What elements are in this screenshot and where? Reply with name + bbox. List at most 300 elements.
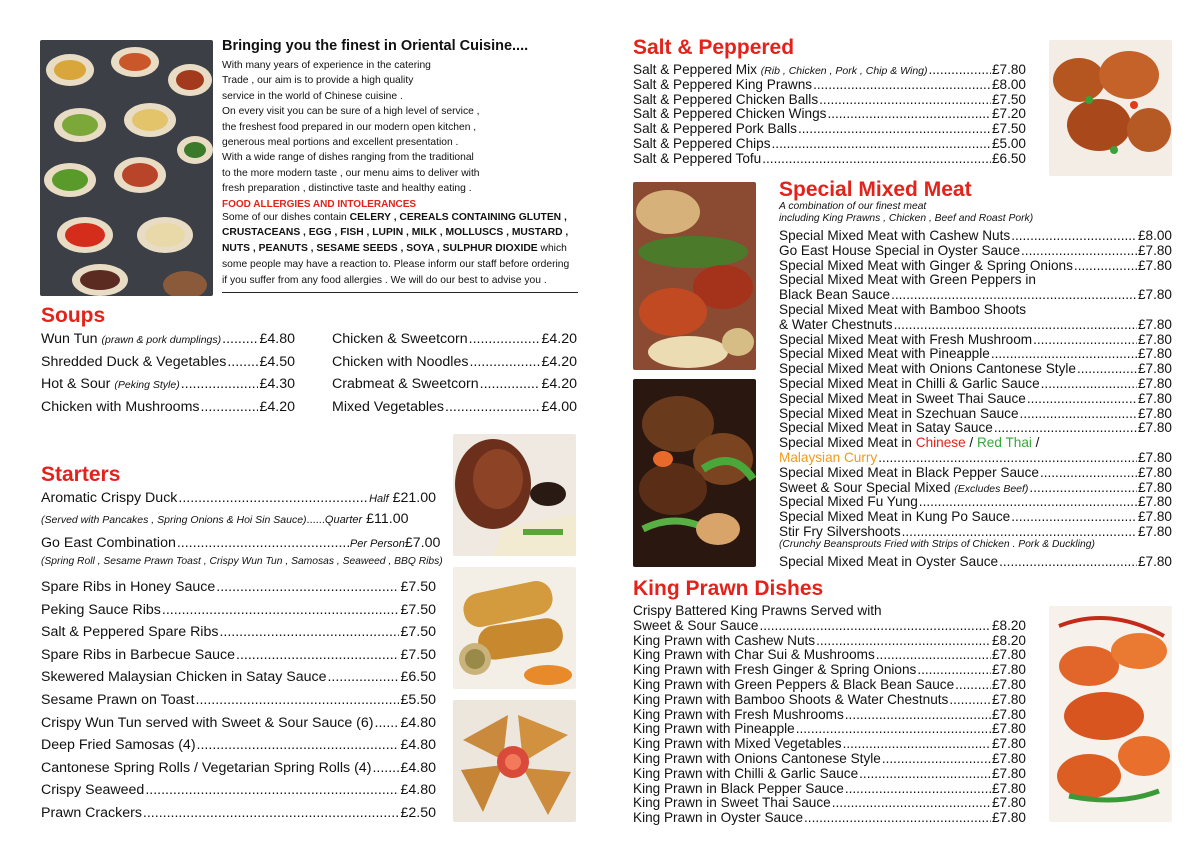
allergy-text: which <box>537 243 567 255</box>
item-price: £8.00 <box>991 76 1026 92</box>
item-name: Salt & Peppered Mix <box>633 62 757 77</box>
item-price: £21.00 <box>392 490 436 506</box>
dot-leader <box>762 151 991 166</box>
menu-item <box>779 228 1172 243</box>
intro-line: With a wide range of dishes ranging from the traditional <box>222 152 474 164</box>
menu-item <box>633 751 1026 766</box>
menu-item <box>779 346 1172 361</box>
intro-line: Trade , our aim is to provide a high quality <box>222 75 414 87</box>
menu-item <box>41 669 436 692</box>
menu-item-duck-note: (Served with Pancakes , Spring Onions & Hoi Sin Sauce) ...... Quarter £11.00 <box>41 511 409 527</box>
menu-item <box>633 136 1026 151</box>
item-name: Salt & Peppered Pork Balls <box>633 121 797 137</box>
item-name <box>41 331 221 347</box>
separator: / <box>965 435 977 451</box>
dot-leader <box>955 677 991 692</box>
dot-leader <box>1074 258 1137 273</box>
item-price: £4.20 <box>541 331 577 347</box>
item-name: Special Mixed Meat with Ginger & Spring Onions <box>779 257 1073 273</box>
menu-item <box>332 399 577 422</box>
menu-item <box>41 692 436 715</box>
dot-leader <box>891 287 1137 302</box>
item-name: King Prawn with Cashew Nuts <box>633 632 816 648</box>
menu-item <box>633 618 1026 633</box>
menu-item <box>41 331 295 354</box>
menu-item <box>633 151 1026 166</box>
item-price: £7.80 <box>1137 375 1172 391</box>
item-price: £7.80 <box>991 662 1026 678</box>
menu-item <box>633 781 1026 796</box>
special-subtitle: including King Prawns , Chicken , Beef and Roast Pork) <box>779 213 1034 224</box>
item-price: £7.80 <box>1137 494 1172 510</box>
item-name: Skewered Malaysian Chicken in Satay Sauce <box>41 669 327 686</box>
menu-item <box>779 317 1172 332</box>
item-name: Special Mixed Meat in Kung Po Sauce <box>779 509 1011 525</box>
dot-leader <box>372 760 399 776</box>
dot-leader <box>181 376 259 392</box>
allergy-list: NUTS , PEANUTS , SESAME SEEDS , SOYA , SULPHUR DIOXIDE <box>222 243 538 255</box>
menu-item <box>41 737 436 760</box>
item-name: Crispy Wun Tun served with Sweet & Sour Sauce (6) <box>41 714 374 731</box>
item-price: £4.20 <box>541 353 577 370</box>
item-name: & Water Chestnuts <box>779 316 893 332</box>
item-price: £7.80 <box>991 706 1026 722</box>
item-name: Crabmeat & Sweetcorn <box>332 376 479 393</box>
special-title: Special Mixed Meat <box>779 178 972 201</box>
item-name-red-thai: Red Thai <box>976 435 1032 451</box>
allergy-title: FOOD ALLERGIES AND INTOLERANCES <box>222 198 417 210</box>
mixed-meat-photo <box>633 379 756 567</box>
salt-list <box>633 62 1026 166</box>
item-price: £7.80 <box>991 647 1026 663</box>
menu-item <box>41 624 436 647</box>
allergy-text: some people may have a reaction to. Please inform our staff before ordering <box>222 259 570 271</box>
item-name: Special Mixed Meat in Satay Sauce <box>779 420 993 436</box>
item-price: £7.50 <box>400 601 436 618</box>
menu-item <box>41 715 436 738</box>
item-price: £4.20 <box>259 399 295 416</box>
item-name: Special Mixed Fu Yung <box>779 494 918 510</box>
dot-leader <box>469 354 540 370</box>
item-name: King Prawn with Onions Cantonese Style <box>633 750 881 766</box>
menu-item <box>633 736 1026 751</box>
separator: / <box>1031 435 1040 451</box>
menu-item <box>41 376 295 399</box>
dot-leader <box>1029 480 1137 495</box>
item-price: £7.00 <box>404 535 441 551</box>
item-price: £4.30 <box>259 376 295 393</box>
intro-line: service in the world of Chinese cuisine . <box>222 90 403 102</box>
item-name: Special Mixed Meat with Cashew Nuts <box>779 228 1011 243</box>
dot-leader <box>162 602 400 618</box>
item-price: £7.80 <box>1137 449 1172 465</box>
item-price: £7.80 <box>991 721 1026 737</box>
item-price: £7.80 <box>1137 464 1172 480</box>
menu-item-line <box>779 435 1172 450</box>
dot-leader <box>216 579 399 595</box>
dot-leader <box>845 707 991 722</box>
item-price: £7.80 <box>991 736 1026 752</box>
menu-item <box>41 805 436 828</box>
item-price: £4.80 <box>400 737 436 754</box>
item-price: £4.80 <box>400 782 436 799</box>
item-price: £4.50 <box>259 353 295 370</box>
item-name <box>41 376 180 392</box>
item-price: £7.80 <box>1137 361 1172 377</box>
item-price: £6.50 <box>991 150 1026 166</box>
item-name: King Prawn with Green Peppers & Black Bean Sauce <box>633 676 955 692</box>
item-price: £7.20 <box>991 106 1026 122</box>
menu-item <box>779 243 1172 258</box>
dot-leader <box>827 106 991 121</box>
item-price: £7.80 <box>1137 553 1172 569</box>
item-name: Spare Ribs in Barbecue Sauce <box>41 646 236 663</box>
item-price: £7.50 <box>400 646 436 663</box>
item-name: Sweet & Sour Sauce <box>633 617 759 633</box>
item-name: Malaysian Curry <box>779 449 878 465</box>
item-price: £7.50 <box>400 624 436 641</box>
item-name: Stir Fry Silvershoots <box>779 523 901 539</box>
menu-item <box>779 524 1172 539</box>
item-name: King Prawn with Fresh Mushrooms <box>633 706 844 722</box>
menu-item <box>779 450 1172 465</box>
menu-item <box>779 509 1172 524</box>
dot-leader <box>759 618 991 633</box>
item-note: (Peking Style) <box>114 379 180 392</box>
menu-item <box>41 602 436 625</box>
dot-leader <box>327 669 399 685</box>
menu-item-line: Special Mixed Meat with Bamboo Shoots <box>779 301 1027 317</box>
item-price: £7.80 <box>991 780 1026 796</box>
dot-leader <box>999 554 1137 569</box>
item-name: Special Mixed Meat in <box>779 435 916 451</box>
menu-item <box>779 332 1172 347</box>
item-price: £5.00 <box>991 135 1026 151</box>
item-price: £7.80 <box>1137 242 1172 258</box>
menu-item <box>41 354 295 377</box>
item-name: Special Mixed Meat in Szechuan Sauce <box>779 405 1019 421</box>
item-price: £7.50 <box>991 91 1026 107</box>
menu-item <box>633 677 1026 692</box>
king-prawn-title: King Prawn Dishes <box>633 577 824 600</box>
item-name: King Prawn with Fresh Ginger & Spring Onions <box>633 662 917 678</box>
dot-leader <box>1020 406 1137 421</box>
dot-leader <box>445 399 540 415</box>
item-name: Mixed Vegetables <box>332 399 444 416</box>
menu-item <box>779 376 1172 391</box>
dot-leader <box>832 795 991 810</box>
menu-item <box>633 121 1026 136</box>
dot-leader <box>878 450 1137 465</box>
dot-leader <box>917 662 991 677</box>
menu-item <box>633 77 1026 92</box>
dot-leader <box>1033 332 1137 347</box>
menu-item <box>633 766 1026 781</box>
item-name: Wun Tun <box>41 331 98 347</box>
king-prawn-list <box>633 603 1026 825</box>
dot-leader <box>991 346 1137 361</box>
dot-leader <box>994 420 1137 435</box>
item-price: £8.20 <box>991 632 1026 648</box>
item-name: King Prawn in Oyster Sauce <box>633 810 804 826</box>
dot-leader <box>859 766 991 781</box>
dot-leader <box>375 715 400 731</box>
item-price: £7.80 <box>1137 316 1172 332</box>
item-price: £4.00 <box>541 399 577 416</box>
item-name: King Prawn with Mixed Vegetables <box>633 736 842 752</box>
menu-item <box>779 406 1172 421</box>
dot-leader <box>196 692 400 708</box>
item-price: £2.50 <box>400 804 436 821</box>
menu-item <box>41 782 436 805</box>
allergy-text: Some of our dishes contain <box>222 211 350 223</box>
salt-pepper-photo <box>1049 40 1172 176</box>
item-name: Deep Fried Samosas (4) <box>41 737 196 754</box>
menu-item <box>633 721 1026 736</box>
menu-item <box>633 633 1026 648</box>
dot-leader <box>894 317 1137 332</box>
dot-leader <box>843 736 991 751</box>
menu-item <box>332 331 577 354</box>
portion-label: Half <box>369 493 389 505</box>
item-name: Go East Combination <box>41 535 176 551</box>
item-name <box>779 480 1028 495</box>
item-price: £7.80 <box>991 676 1026 692</box>
item-price: £7.80 <box>1137 405 1172 421</box>
intro-line: With many years of experience in the catering <box>222 60 431 71</box>
soups-title: Soups <box>41 304 106 327</box>
item-price: £7.80 <box>1137 257 1172 273</box>
dot-leader <box>480 376 541 392</box>
dot-leader <box>772 136 991 151</box>
item-name: Peking Sauce Ribs <box>41 601 161 618</box>
spices-photo <box>40 40 213 296</box>
item-name: Special Mixed Meat in Sweet Thai Sauce <box>779 390 1026 406</box>
item-name: Special Mixed Meat with Onions Cantonese Style <box>779 361 1076 377</box>
item-price: £7.80 <box>991 750 1026 766</box>
dot-leader <box>1021 243 1137 258</box>
item-price: £7.80 <box>1137 523 1172 539</box>
intro-block <box>222 38 582 293</box>
dot-leader <box>222 331 258 347</box>
dot-leader <box>845 781 991 796</box>
menu-item <box>332 354 577 377</box>
item-price: £6.50 <box>400 669 436 686</box>
item-note: (Excludes Beef) <box>954 482 1029 495</box>
item-name: King Prawn with Char Sui & Mushrooms <box>633 647 875 663</box>
menu-item <box>779 494 1172 509</box>
item-price: £4.80 <box>400 759 436 776</box>
item-name: Special Mixed Meat with Pineapple <box>779 346 990 362</box>
dot-leader <box>200 399 258 415</box>
intro-line: to the more modern taste , our menu aims to deliver with <box>222 167 480 179</box>
allergy-list: CELERY , CEREALS CONTAINING GLUTEN , <box>349 211 567 223</box>
menu-item <box>779 420 1172 435</box>
item-name: Black Bean Sauce <box>779 287 891 303</box>
menu-item <box>41 399 295 422</box>
dot-leader <box>819 92 991 107</box>
item-note: (prawn & pork dumplings) <box>101 334 222 346</box>
king-prawn-photo <box>1049 606 1172 822</box>
menu-item <box>779 361 1172 376</box>
menu-item <box>633 92 1026 107</box>
starters-list <box>41 490 443 828</box>
item-name: Salt & Peppered Spare Ribs <box>41 624 219 641</box>
menu-item <box>41 647 436 670</box>
dot-leader <box>813 77 991 92</box>
item-name: Aromatic Crispy Duck <box>41 490 178 506</box>
menu-item <box>779 391 1172 406</box>
dot-leader <box>143 805 400 821</box>
item-price: £7.80 <box>991 795 1026 811</box>
item-name: King Prawn with Chilli & Garlic Sauce <box>633 765 859 781</box>
menu-item <box>633 810 1026 825</box>
dot-leader <box>902 524 1137 539</box>
item-price: £7.80 <box>1137 479 1172 495</box>
item-price: £7.80 <box>1137 509 1172 525</box>
dot-leader <box>919 494 1137 509</box>
dot-leader <box>236 647 399 663</box>
menu-item <box>633 692 1026 707</box>
allergy-text: if you suffer from any food allergies . We will do our best to advise you . <box>222 274 547 286</box>
menu-item <box>779 554 1172 569</box>
intro-body <box>222 58 582 197</box>
menu-item <box>633 106 1026 121</box>
item-name-chinese: Chinese <box>915 435 966 451</box>
item-price: £7.80 <box>991 691 1026 707</box>
dot-leader <box>876 647 991 662</box>
intro-line: the freshest food prepared in our modern open kitchen , <box>222 121 477 133</box>
dot-leader <box>949 692 991 707</box>
intro-divider <box>222 292 578 293</box>
menu-item-duck <box>41 490 436 511</box>
portion-label: Per Person <box>349 538 405 550</box>
dot-leader <box>1011 509 1137 524</box>
item-name: Special Mixed Meat in Black Pepper Sauce <box>779 464 1039 480</box>
menu-item <box>633 795 1026 810</box>
allergy-list: CRUSTACEANS , EGG , FISH , LUPIN , MILK , MOLLUSCS , MUSTARD , <box>222 227 569 239</box>
item-price: £7.80 <box>1137 420 1172 436</box>
item-price: £7.80 <box>991 62 1026 77</box>
menu-item <box>41 579 436 602</box>
menu-item <box>779 287 1172 302</box>
spring-rolls-photo <box>453 567 576 689</box>
item-name: Sweet & Sour Special Mixed <box>779 479 951 495</box>
dot-leader <box>929 62 991 77</box>
item-name: Salt & Peppered Tofu <box>633 150 762 166</box>
item-name: King Prawn with Pineapple <box>633 721 795 737</box>
item-price: £7.50 <box>991 121 1026 137</box>
duck-photo <box>453 434 576 556</box>
item-price: £7.80 <box>991 810 1026 826</box>
item-name: Go East House Special in Oyster Sauce <box>779 242 1021 258</box>
dot-leader <box>197 737 400 753</box>
intro-title: Bringing you the finest in Oriental Cuisine.... <box>222 38 529 54</box>
item-price: £4.80 <box>400 714 436 731</box>
menu-item-line: Crispy Battered King Prawns Served with <box>633 603 882 618</box>
menu-item <box>633 62 1026 77</box>
menu-item <box>41 760 436 783</box>
item-price: £7.50 <box>400 579 436 595</box>
dot-leader <box>1027 391 1137 406</box>
item-price: £7.80 <box>1137 390 1172 406</box>
item-name: Hot & Sour <box>41 376 111 393</box>
item-price: £8.20 <box>991 617 1026 633</box>
soups-right-list <box>332 331 577 422</box>
dot-leader <box>145 782 399 798</box>
item-name: Chicken with Noodles <box>332 353 469 370</box>
item-name: Salt & Peppered Chicken Wings <box>633 106 827 122</box>
item-name: King Prawn with Bamboo Shoots & Water Chestnuts <box>633 691 949 707</box>
dot-leader <box>796 721 991 736</box>
item-name: Sesame Prawn on Toast <box>41 691 195 708</box>
menu-item <box>779 465 1172 480</box>
menu-item <box>779 480 1172 495</box>
item-name: Crispy Seaweed <box>41 782 145 799</box>
menu-item <box>633 662 1026 677</box>
item-name: Chicken & Sweetcorn <box>332 331 468 347</box>
item-price: £7.80 <box>1137 331 1172 347</box>
item-price: £5.50 <box>400 691 436 708</box>
salt-title: Salt & Peppered <box>633 36 795 59</box>
dot-leader <box>227 354 258 370</box>
item-name: Special Mixed Meat in Chilli & Garlic Sauce <box>779 375 1040 391</box>
dot-leader <box>816 633 991 648</box>
item-name: Salt & Peppered Chicken Balls <box>633 91 819 107</box>
dot-leader <box>1041 376 1137 391</box>
ginger-spices-photo <box>633 182 756 370</box>
menu-item <box>779 258 1172 273</box>
item-price: £7.80 <box>1137 287 1172 303</box>
item-price: £8.00 <box>1137 228 1172 243</box>
soups-left-list <box>41 331 295 422</box>
intro-line: generous meal portions and excellent presentation . <box>222 137 459 149</box>
menu-item <box>332 376 577 399</box>
dot-leader <box>804 810 991 825</box>
item-price: £11.00 <box>366 511 409 527</box>
intro-line: fresh preparation , distinctive taste and healthy eating . <box>222 183 472 195</box>
item-name: Salt & Peppered King Prawns <box>633 76 813 92</box>
item-name: Shredded Duck & Vegetables <box>41 353 227 370</box>
item-name: Salt & Peppered Chips <box>633 135 771 151</box>
item-name: Special Mixed Meat in Oyster Sauce <box>779 553 999 569</box>
dot-leader <box>1040 465 1137 480</box>
item-price: £4.80 <box>259 331 295 347</box>
dot-leader <box>882 751 991 766</box>
menu-item <box>633 707 1026 722</box>
dot-leader <box>1011 228 1137 243</box>
special-list <box>779 201 1172 569</box>
dot-leader <box>798 121 991 136</box>
item-note: (Rib , Chicken , Pork , Chip & Wing) <box>760 65 928 77</box>
menu-item <box>633 647 1026 662</box>
item-price: £7.80 <box>991 765 1026 781</box>
dot-leader <box>177 535 349 551</box>
dot-leader <box>178 490 368 506</box>
special-subtitle: A combination of our finest meat <box>779 201 927 212</box>
menu-item-combo <box>41 535 441 556</box>
starters-title: Starters <box>41 463 121 486</box>
item-price: £7.80 <box>1137 346 1172 362</box>
item-name: Cantonese Spring Rolls / Vegetarian Spring Rolls (4) <box>41 759 372 776</box>
prawn-toast-photo <box>453 700 576 822</box>
item-price: £4.20 <box>541 376 577 393</box>
item-name: Chicken with Mushrooms <box>41 399 200 416</box>
item-name: (Served with Pancakes , Spring Onions & Hoi Sin Sauce) <box>41 514 307 526</box>
item-name: Prawn Crackers <box>41 804 142 821</box>
item-name: King Prawn in Sweet Thai Sauce <box>633 795 831 811</box>
item-name: King Prawn in Black Pepper Sauce <box>633 780 844 796</box>
